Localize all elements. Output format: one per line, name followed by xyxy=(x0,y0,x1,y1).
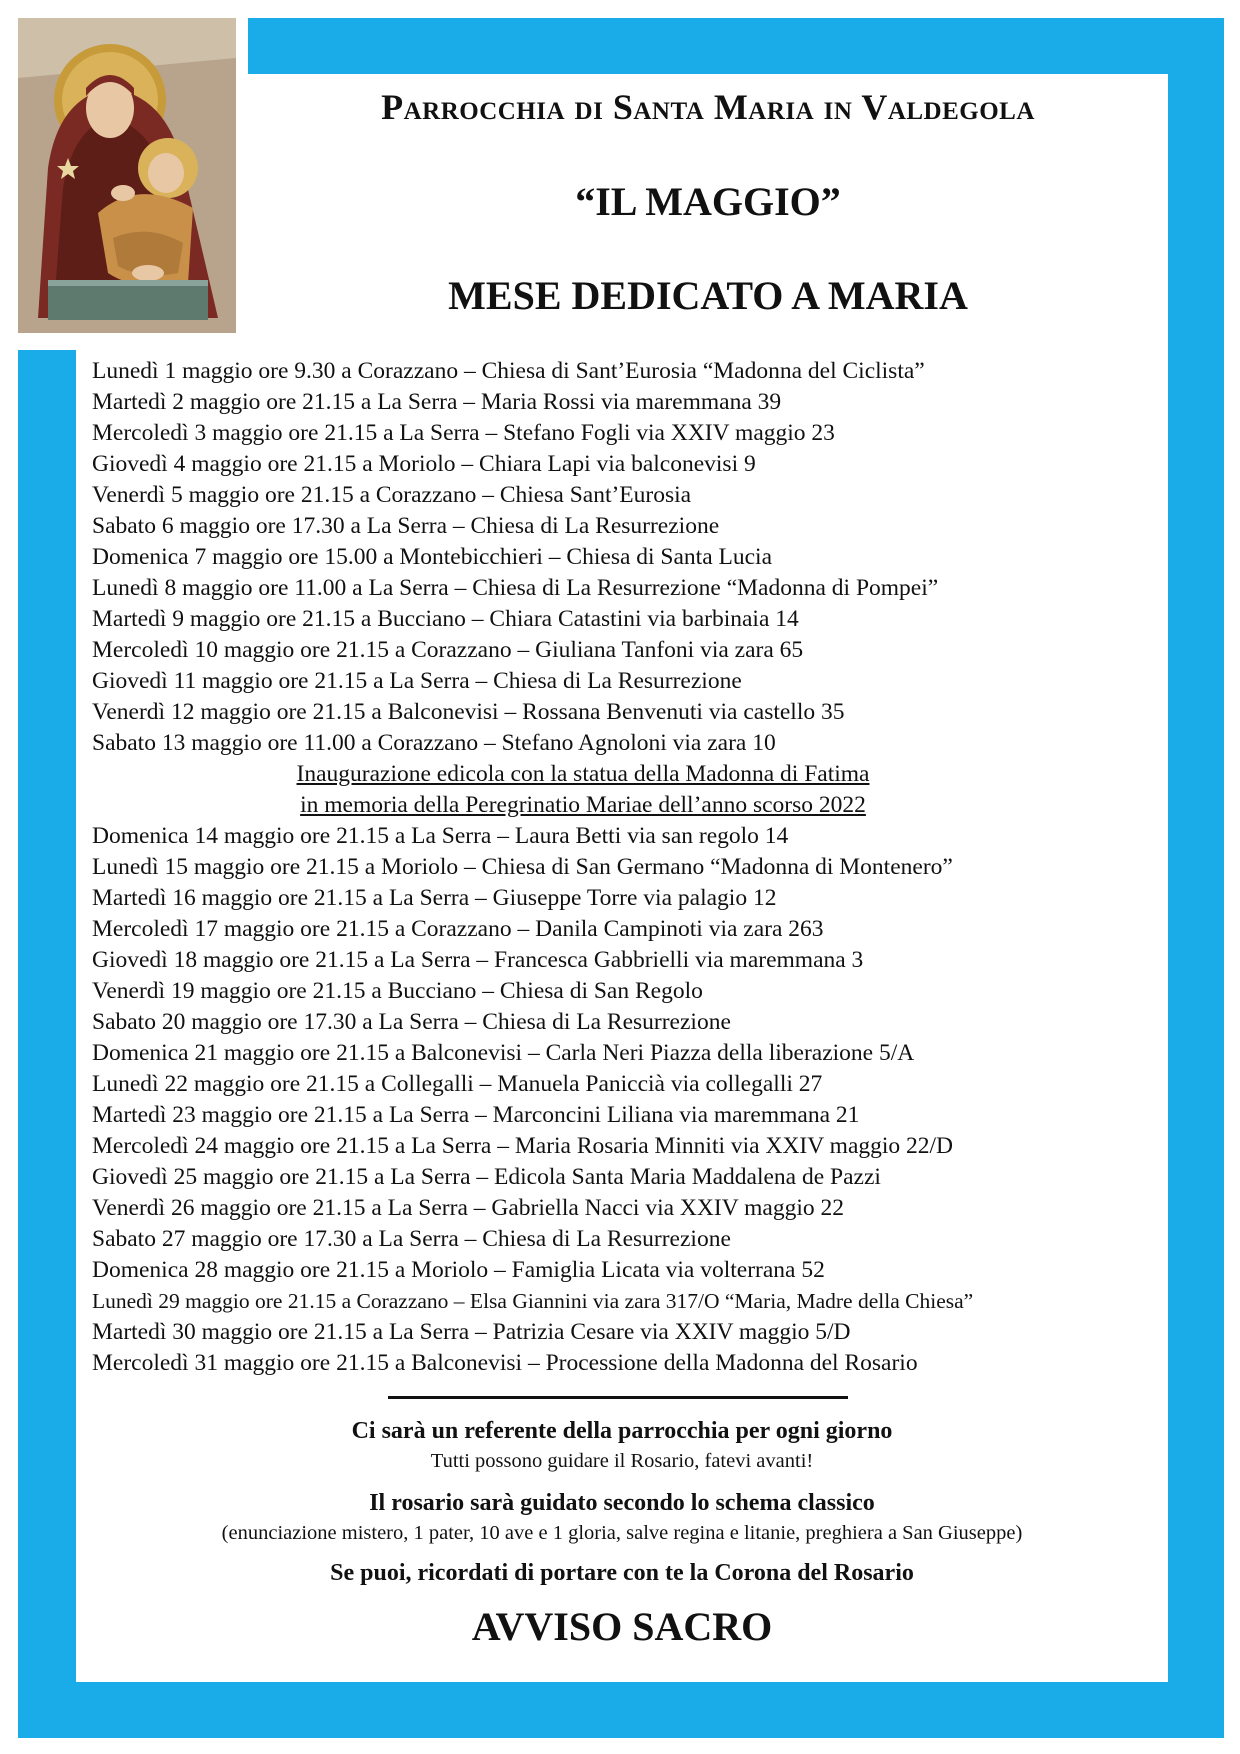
parish-title: Parrocchia di Santa Maria in Valdegola xyxy=(381,87,1035,127)
list-item: Mercoledì 24 maggio ore 21.15 a La Serra – Maria Rosaria Minniti via XXIV maggio 22/D xyxy=(92,1133,954,1159)
list-item: Venerdì 5 maggio ore 21.15 a Corazzano – Chiesa Sant’Eurosia xyxy=(92,482,692,508)
list-item: Lunedì 29 maggio ore 21.15 a Corazzano – Elsa Giannini via zara 317/O “Maria, Madre della Chiesa” xyxy=(92,1289,974,1313)
list-item: Lunedì 15 maggio ore 21.15 a Moriolo – Chiesa di San Germano “Madonna di Montenero” xyxy=(92,854,953,880)
list-item: Giovedì 18 maggio ore 21.15 a La Serra – Francesca Gabbrielli via maremmana 3 xyxy=(92,947,864,973)
inauguration-note-line-1: Inaugurazione edicola con la statua della Madonna di Fatima xyxy=(296,761,870,787)
list-item: Venerdì 26 maggio ore 21.15 a La Serra – Gabriella Nacci via XXIV maggio 22 xyxy=(92,1195,844,1221)
list-item: Martedì 9 maggio ore 21.15 a Bucciano – Chiara Catastini via barbinaia 14 xyxy=(92,606,799,632)
list-item: Mercoledì 10 maggio ore 21.15 a Corazzano – Giuliana Tanfoni via zara 65 xyxy=(92,637,804,663)
list-item: Sabato 27 maggio ore 17.30 a La Serra – Chiesa di La Resurrezione xyxy=(92,1226,731,1252)
inauguration-note-line-2: in memoria della Peregrinatio Mariae dell’anno scorso 2022 xyxy=(300,792,866,818)
scheme-text: Il rosario sarà guidato secondo lo schema classico xyxy=(369,1490,875,1516)
list-item: Venerdì 19 maggio ore 21.15 a Bucciano – Chiesa di San Regolo xyxy=(92,978,703,1004)
list-item: Mercoledì 3 maggio ore 21.15 a La Serra – Stefano Fogli via XXIV maggio 23 xyxy=(92,420,835,446)
list-item: Sabato 6 maggio ore 17.30 a La Serra – Chiesa di La Resurrezione xyxy=(92,513,720,539)
page-subtitle: MESE DEDICATO A MARIA xyxy=(448,273,968,318)
list-item: Sabato 20 maggio ore 17.30 a La Serra – Chiesa di La Resurrezione xyxy=(92,1009,731,1035)
frame-right-bar xyxy=(1168,18,1224,1738)
list-item: Martedì 30 maggio ore 21.15 a La Serra – Patrizia Cesare via XXIV maggio 5/D xyxy=(92,1319,851,1345)
list-item: Giovedì 25 maggio ore 21.15 a La Serra – Edicola Santa Maria Maddalena de Pazzi xyxy=(92,1164,881,1190)
reminder-text: Se puoi, ricordati di portare con te la Corona del Rosario xyxy=(330,1560,914,1586)
madonna-icon-painting xyxy=(18,18,236,333)
madonna-icon xyxy=(18,18,236,333)
invite-text: Tutti possono guidare il Rosario, fatevi avanti! xyxy=(430,1450,814,1472)
list-item: Mercoledì 31 maggio ore 21.15 a Balconevisi – Processione della Madonna del Rosario xyxy=(92,1350,918,1376)
section-divider xyxy=(388,1396,848,1399)
list-item: Domenica 14 maggio ore 21.15 a La Serra – Laura Betti via san regolo 14 xyxy=(92,823,789,849)
list-item: Lunedì 8 maggio ore 11.00 a La Serra – Chiesa di La Resurrezione “Madonna di Pompei” xyxy=(92,575,939,601)
list-item: Domenica 21 maggio ore 21.15 a Balconevisi – Carla Neri Piazza della liberazione 5/A xyxy=(92,1040,915,1066)
list-item: Martedì 23 maggio ore 21.15 a La Serra – Marconcini Liliana via maremmana 21 xyxy=(92,1102,860,1128)
list-item: Giovedì 4 maggio ore 21.15 a Moriolo – Chiara Lapi via balconevisi 9 xyxy=(92,451,756,477)
frame-left-bar xyxy=(18,350,76,1738)
schedule-list xyxy=(92,356,1162,1379)
list-item: Sabato 13 maggio ore 11.00 a Corazzano – Stefano Agnoloni via zara 10 xyxy=(92,730,776,756)
list-item: Martedì 2 maggio ore 21.15 a La Serra – Maria Rossi via maremmana 39 xyxy=(92,389,782,415)
list-item: Lunedì 1 maggio ore 9.30 a Corazzano – Chiesa di Sant’Eurosia “Madonna del Ciclista” xyxy=(92,358,925,384)
list-item: Lunedì 22 maggio ore 21.15 a Collegalli – Manuela Paniccià via collegalli 27 xyxy=(92,1071,823,1097)
list-item: Domenica 28 maggio ore 21.15 a Moriolo – Famiglia Licata via volterrana 52 xyxy=(92,1257,825,1283)
list-item: Domenica 7 maggio ore 15.00 a Montebicchieri – Chiesa di Santa Lucia xyxy=(92,544,772,570)
list-item: Martedì 16 maggio ore 21.15 a La Serra – Giuseppe Torre via palagio 12 xyxy=(92,885,777,911)
frame-top-bar xyxy=(248,18,1224,74)
list-item: Giovedì 11 maggio ore 21.15 a La Serra – Chiesa di La Resurrezione xyxy=(92,668,742,694)
list-item: Mercoledì 17 maggio ore 21.15 a Corazzano – Danila Campinoti via zara 263 xyxy=(92,916,824,942)
frame-bottom-bar xyxy=(18,1682,1224,1738)
list-item: Venerdì 12 maggio ore 21.15 a Balconevisi – Rossana Benvenuti via castello 35 xyxy=(92,699,845,725)
page-title: “IL MAGGIO” xyxy=(575,179,841,224)
referent-text: Ci sarà un referente della parrocchia per ogni giorno xyxy=(351,1418,893,1444)
scheme-detail-text: (enunciazione mistero, 1 pater, 10 ave e 1 gloria, salve regina e litanie, preghiera a San Giuseppe) xyxy=(221,1522,1023,1544)
notice-title: AVVISO SACRO xyxy=(471,1604,773,1649)
